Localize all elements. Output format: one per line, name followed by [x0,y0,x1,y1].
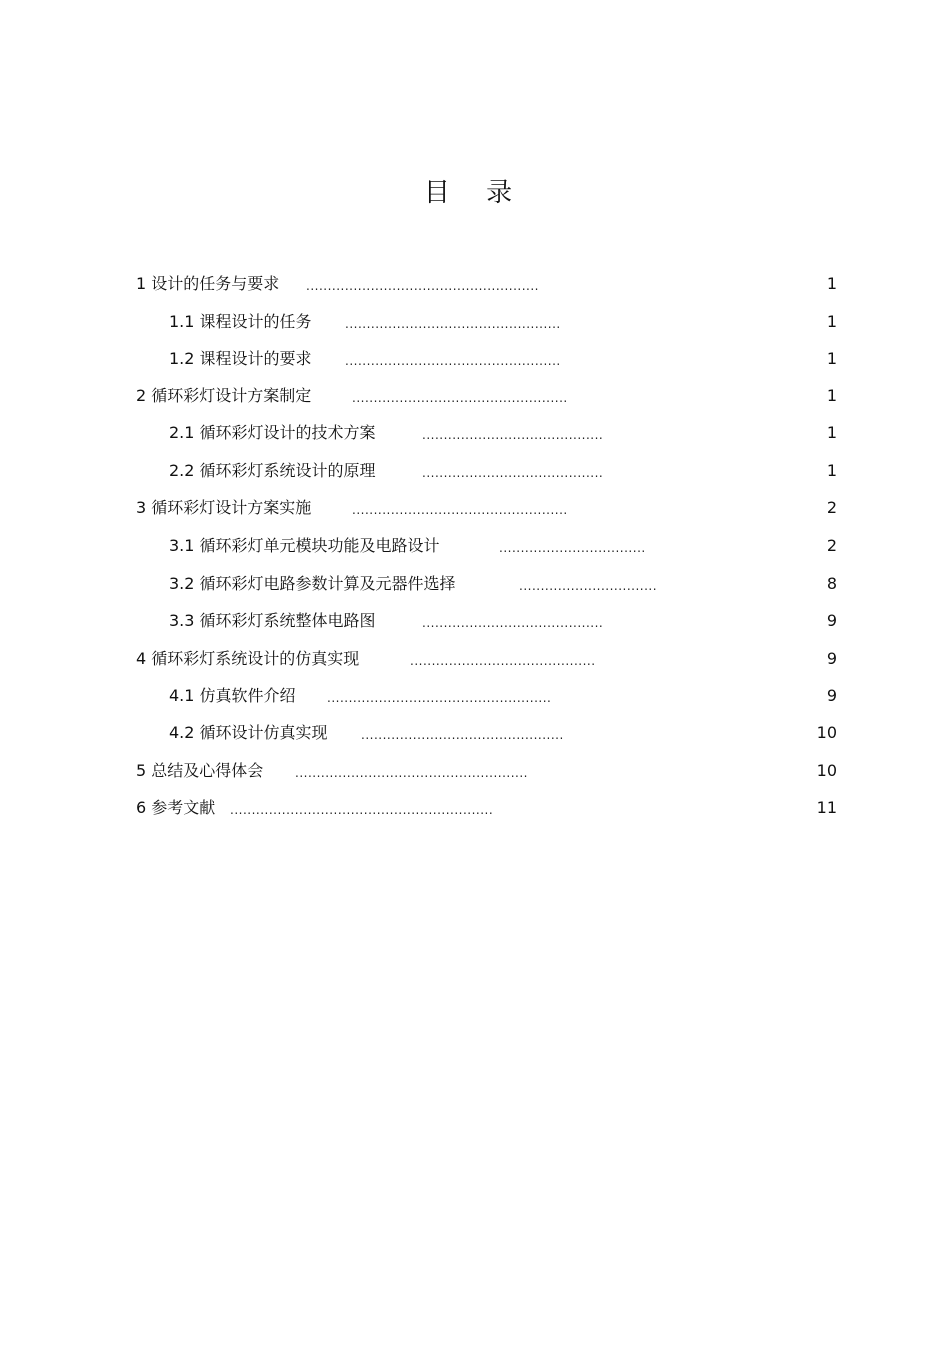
toc-leader-dots: ............................................... [361,728,564,742]
toc-entry-label: 6 参考文献 [136,798,216,817]
toc-entry[interactable] [0,266,950,302]
toc-page-number: 1 [826,423,837,442]
toc-leader-dots: .......................................... [422,616,604,630]
toc-entry[interactable] [0,678,950,714]
toc-entry-label: 4.1 仿真软件介绍 [169,686,296,705]
toc-entry[interactable] [0,603,950,639]
toc-leader-dots: ...................................................... [306,279,539,293]
toc-page-number: 8 [826,574,837,593]
toc-leader-dots: .................................................. [352,391,568,405]
toc-page-number: 1 [826,461,837,480]
toc-page-number: 9 [826,649,837,668]
toc-leader-dots: .................................. [499,541,646,555]
toc-entry[interactable] [0,415,950,451]
toc-entry[interactable] [0,790,950,826]
toc-entry-label: 1.2 课程设计的要求 [169,349,312,368]
toc-entry[interactable] [0,341,950,377]
toc-page-number: 1 [826,386,837,405]
toc-leader-dots: .......................................... [422,428,604,442]
toc-entry-label: 3 循环彩灯设计方案实施 [136,498,312,517]
toc-entry[interactable] [0,641,950,677]
toc-entry[interactable] [0,304,950,340]
page-title: 目 录 [423,178,527,208]
toc-entry-label: 3.1 循环彩灯单元模块功能及电路设计 [169,536,440,555]
toc-entry-label: 1.1 课程设计的任务 [169,312,312,331]
toc-page-number: 2 [826,536,837,555]
toc-page-number: 1 [826,312,837,331]
toc-page-number: 11 [816,798,837,817]
toc-leader-dots: .......................................... [422,466,604,480]
toc-entry[interactable] [0,453,950,489]
toc-entry[interactable] [0,753,950,789]
toc-page-number: 1 [826,274,837,293]
toc-leader-dots: .................................................. [352,503,568,517]
toc-entry-label: 1 设计的任务与要求 [136,274,280,293]
toc-entry[interactable] [0,715,950,751]
toc-entry-label: 2.1 循环彩灯设计的技术方案 [169,423,376,442]
toc-page-number: 10 [816,761,837,780]
toc-entry-label: 5 总结及心得体会 [136,761,264,780]
toc-entry-label: 2 循环彩灯设计方案制定 [136,386,312,405]
toc-entry-label: 4 循环彩灯系统设计的仿真实现 [136,649,360,668]
toc-page-number: 10 [816,723,837,742]
toc-leader-dots: ............................................................. [230,803,494,817]
toc-entry-label: 4.2 循环设计仿真实现 [169,723,328,742]
toc-entry[interactable] [0,566,950,602]
toc-entry-label: 3.2 循环彩灯电路参数计算及元器件选择 [169,574,456,593]
toc-entry[interactable] [0,528,950,564]
toc-entry-label: 2.2 循环彩灯系统设计的原理 [169,461,376,480]
toc-page-number: 2 [826,498,837,517]
toc-leader-dots: .................................................... [327,691,552,705]
toc-page-number: 1 [826,349,837,368]
toc-leader-dots: ................................ [519,579,658,593]
toc-leader-dots: .................................................. [345,354,561,368]
toc-entry[interactable] [0,378,950,414]
toc-page-number: 9 [826,611,837,630]
toc-entry[interactable] [0,490,950,526]
toc-leader-dots: ........................................... [410,654,596,668]
toc-leader-dots: .................................................. [345,317,561,331]
toc-leader-dots: ...................................................... [295,766,528,780]
toc-entry-label: 3.3 循环彩灯系统整体电路图 [169,611,376,630]
toc-page-number: 9 [826,686,837,705]
